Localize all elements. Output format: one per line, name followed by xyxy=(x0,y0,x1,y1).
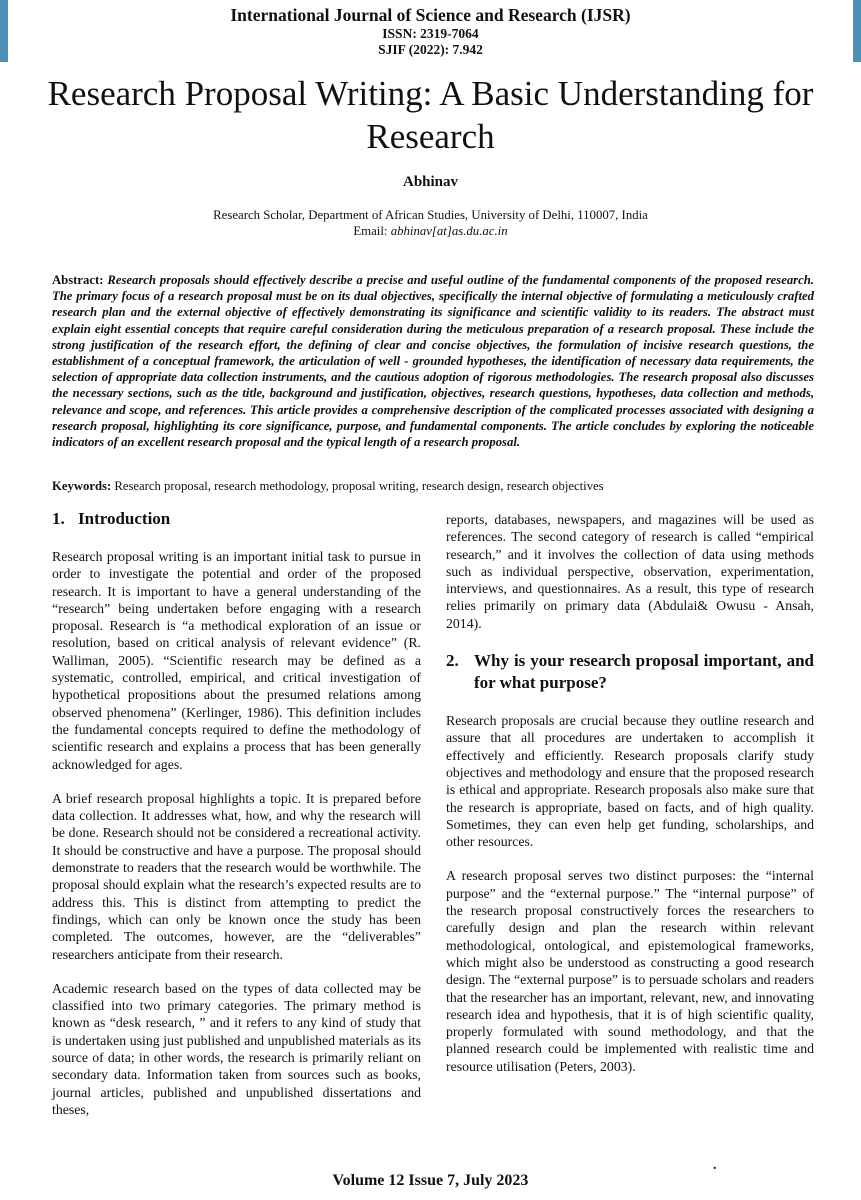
section-number: 1. xyxy=(52,509,65,528)
section-heading-why-important xyxy=(446,650,814,694)
author-affiliation: Research Scholar, Department of African Studies, University of Delhi, 110007, India xyxy=(213,208,648,222)
journal-issn: ISSN: 2319-7064 xyxy=(382,26,479,41)
intro-continuation-paragraph: reports, databases, newspapers, and magazines will be used as references. The second category of research is called “empirical research,” and it involves the collection of data using methods such as individual perspective, observation, experimentation, interviews, and questionnaires. As a result, this type of research relies primarily on primary data (Abdulai& Owusu - Ansah, 2014). xyxy=(446,512,814,631)
keywords-label: Keywords: xyxy=(52,479,115,493)
journal-name: International Journal of Science and Research (IJSR) xyxy=(230,5,631,25)
intro-paragraph: A brief research proposal highlights a topic. It is prepared before data collection. It addresses what, how, and why the research will be done. Research should not be considered a recreational activity. It should be constructive and have a purpose. The proposal should demonstrate to readers that the research would be worthwhile. The proposal should explain what the research’s expected results are to address this. This is distinct from attempting to predict the findings, which can only be known once the study has been completed. The outcomes, however, are the “deliverables” researchers anticipate from their research. xyxy=(52,790,421,962)
author-name: Abhinav xyxy=(402,174,459,190)
author-email-line xyxy=(0,223,861,239)
intro-paragraph: Research proposal writing is an important initial task to pursue in order to investigate the potential and order of the proposed research. It is important to have a general understanding of the “research” being undertaken before engaging with a research proposal. Research is “a methodical exploration of an issue or resolution, based on critical analysis of relevant evidence” (R. Walliman, 2005). “Scientific research may be defined as a systematic, controlled, empirical, and critical investigation of hypothetical propositions about the presumed relations among observed phenomena” (Kerlinger, 1986). This definition includes the fundamental concepts required to define the methodology of scientific research and explains a process that has been generally acknowledged for ages. xyxy=(52,549,421,772)
footer-url-cropped xyxy=(420,1194,490,1200)
keywords xyxy=(52,478,814,494)
left-column xyxy=(52,508,421,1118)
author-email: abhinav[at]as.du.ac.in xyxy=(390,224,508,238)
section-heading-introduction xyxy=(52,508,421,530)
section-title: Introduction xyxy=(78,509,171,528)
section-number: 2. xyxy=(446,651,459,671)
abstract-text: Research proposals should effectively describe a precise and useful outline of the fundamental components of the proposed research. The primary focus of a research proposal must be on its dual objectives, specifically the internal objective of formulating a meticulously crafted research plan and the external objective of effectively demonstrating its significance and scientific validity to its readers. The abstract must explain eight essential concepts that require careful consideration during the meticulous preparation of a research proposal. These include the strong justification of the research effort, the defining of clear and concise objectives, the formulation of incisive research questions, the establishment of a conceptual framework, the articulation of well - grounded hypotheses, the identification of necessary data requirements, the selection of appropriate data collection instruments, and the cautious adoption of rigorous methodologies. The research proposal also discusses the necessary sections, such as the title, background and justification, objectives, research questions, hypotheses, data collection and methods, relevance and scope, and references. This article provides a comprehensive description of the complicated processes associated with designing a research proposal, highlighting its core significance, purpose, and fundamental components. The article concludes by exploring the noticeable indicators of an excellent research proposal and the typical length of a research proposal. xyxy=(52,273,814,450)
email-label: Email: xyxy=(353,224,391,238)
footer-dot: . xyxy=(713,1158,717,1173)
abstract xyxy=(52,272,814,450)
journal-sjif: SJIF (2022): 7.942 xyxy=(378,42,483,57)
journal-header xyxy=(0,5,861,58)
author-affiliation-block xyxy=(0,207,861,239)
footer-volume: Volume 12 Issue 7, July 2023 xyxy=(332,1172,529,1189)
paper-title: Research Proposal Writing: A Basic Understanding for Research xyxy=(47,74,814,156)
why-paragraph: Research proposals are crucial because they outline research and assure that all procedures are undertaken to accomplish it effectively and efficiently. Research proposals clarify study objectives and methodology and ensure that the proposed research is ethical and appropriate. Research proposals also make sure that the research is appropriate, based on facts, and of high quality. Sometimes, they can even help get funding, scholarships, and other resources. xyxy=(446,713,814,850)
keywords-text: Research proposal, research methodology, proposal writing, research design, research objectives xyxy=(114,479,604,493)
why-paragraph: A research proposal serves two distinct purposes: the “internal purpose” and the “external purpose.” The “internal purpose” of the research proposal constructively forces the researchers to carefully design and plan the research within relevant methodological, ontological, and epistemological frameworks, which might also be understood as constructing a good research design. The “external purpose” is to persuade scholars and readers that the researcher has an important, relevant, new, and innovating research idea and hypothesis, that it is of high scientific quality, properly formulated with sound methodology, and that the planned research could be implemented with realistic time and resource utilisation (Peters, 2003). xyxy=(446,868,814,1074)
right-column xyxy=(446,511,814,1075)
intro-paragraph: Academic research based on the types of data collected may be classified into two primary categories. The primary method is known as “desk research, ” and it refers to any kind of study that is undertaken using just published and unpublished materials as its source of data; in other words, the research is primarily reliant on secondary data. Information taken from sources such as books, journal articles, published and unpublished dissertations and theses, xyxy=(52,980,421,1117)
section-title: Why is your research proposal important, and for what purpose? xyxy=(474,651,814,693)
abstract-label: Abstract: xyxy=(52,273,108,287)
